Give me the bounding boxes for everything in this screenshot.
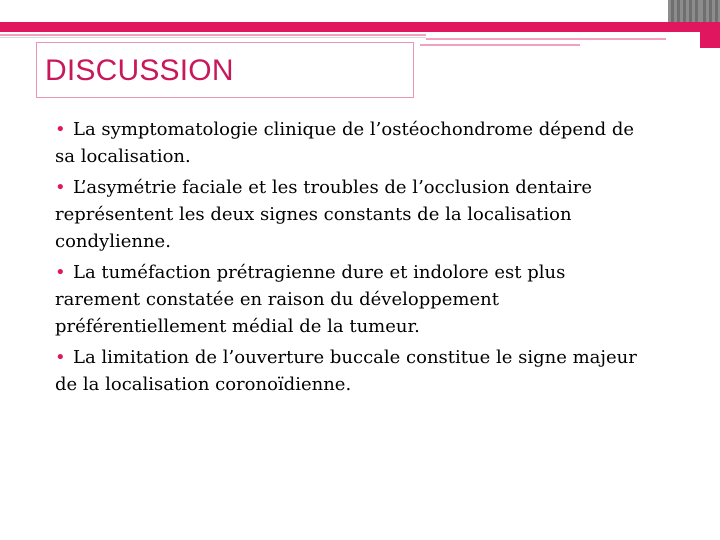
bullet-item-1: [55, 116, 655, 170]
title-box: [36, 42, 414, 98]
bullet-icon: •: [55, 262, 66, 283]
bullet-icon: •: [55, 347, 66, 368]
bullet-item-3: [55, 259, 655, 340]
bullet-list: [55, 116, 655, 402]
bullet-text-3: La tuméfaction prétragienne dure et indolore est plus rarement constatée en raison du développement préférentiellement médial de la tumeur.: [55, 262, 566, 337]
decorative-line-pink-2: [426, 38, 666, 40]
bullet-icon: •: [55, 177, 66, 198]
decorative-line-gray: [0, 37, 426, 38]
decorative-line-pink-1: [0, 34, 426, 36]
bullet-item-2: [55, 174, 655, 255]
decorative-line-pink-3: [420, 44, 580, 46]
top-bar-background: [0, 0, 720, 22]
top-pink-bar: [0, 22, 720, 32]
bullet-text-2: L’asymétrie faciale et les troubles de l’occlusion dentaire représentent les deux signes constants de la localisation condylienne.: [55, 177, 593, 252]
right-pink-bar: [700, 22, 720, 48]
slide-title: DISCUSSION: [45, 54, 234, 87]
bullet-item-4: [55, 344, 655, 398]
bullet-icon: •: [55, 119, 66, 140]
bullet-text-4: La limitation de l’ouverture buccale constitue le signe majeur de la localisation coronoïdienne.: [55, 347, 637, 395]
bullet-text-1: La symptomatologie clinique de l’ostéochondrome dépend de sa localisation.: [55, 119, 635, 167]
